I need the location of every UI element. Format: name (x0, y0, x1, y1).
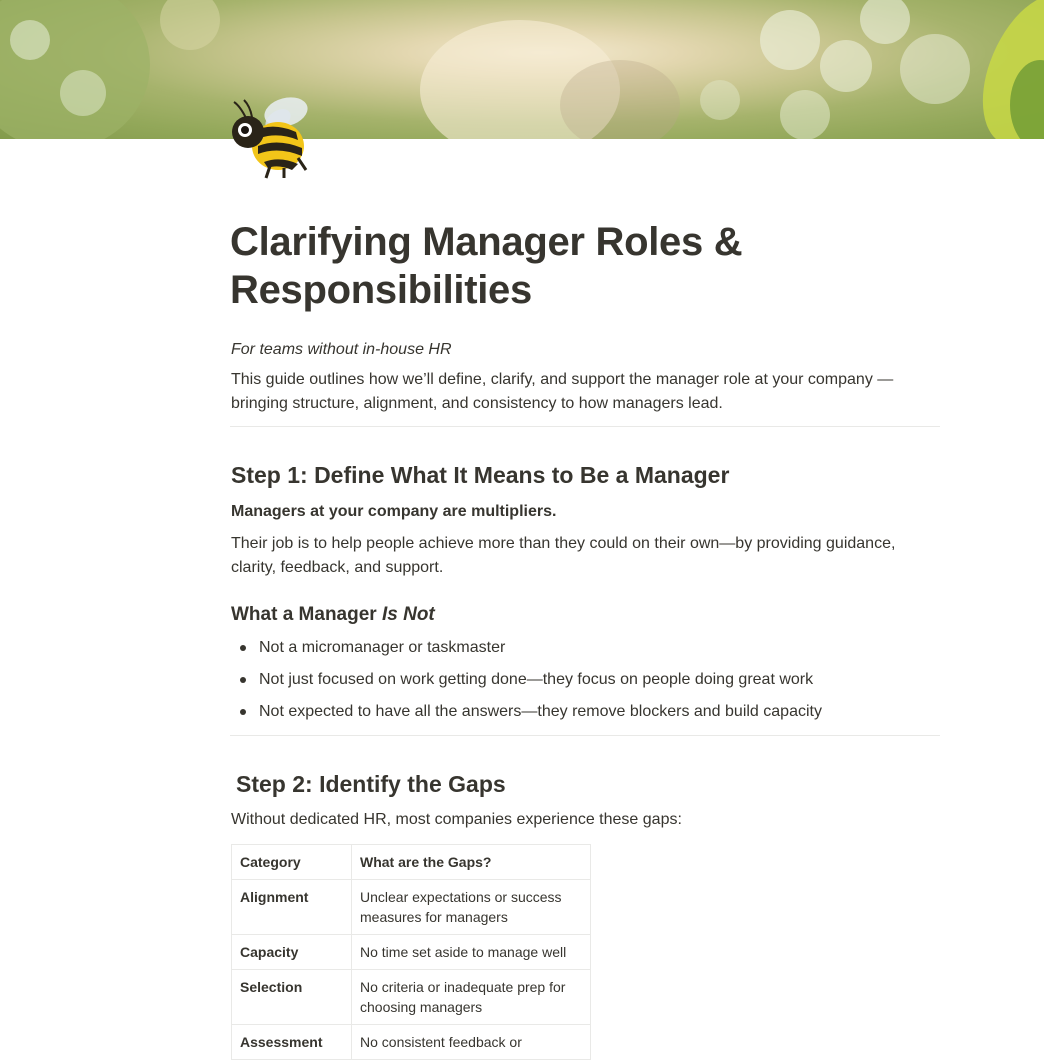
table-header-row (232, 845, 591, 880)
page-title[interactable]: Clarifying Manager Roles & Responsibilities (230, 220, 743, 312)
table-cell-category[interactable]: Capacity (232, 935, 352, 970)
list-item (231, 668, 822, 700)
cover-bokeh (560, 60, 680, 139)
table-cell-category[interactable]: Selection (232, 970, 352, 1025)
table-cell-gap[interactable]: No criteria or inadequate prep for choosing managers (352, 970, 591, 1025)
list-item (231, 700, 822, 732)
table-cell-category[interactable]: Assessment (232, 1025, 352, 1060)
bullet-list (231, 636, 822, 732)
table-row (232, 1025, 591, 1060)
list-item (231, 636, 822, 668)
cover-bokeh (10, 20, 50, 60)
table-cell-gap[interactable]: No time set aside to manage well (352, 935, 591, 970)
cover-bokeh (760, 10, 820, 70)
cover-bokeh (60, 70, 106, 116)
cover-bokeh (860, 0, 910, 44)
page-content (230, 218, 942, 1050)
step1-heading: Step 1: Define What It Means to Be a Manager (231, 462, 730, 488)
list-item-text: Not a micromanager or taskmaster (259, 639, 506, 656)
step1-body: Their job is to help people achieve more than they could on their own—by providing guidance, clarity, feedback, and support. (231, 535, 896, 576)
bullet-dot-icon (240, 677, 246, 683)
step2-intro: Without dedicated HR, most companies experience these gaps: (231, 811, 682, 828)
cover-bokeh (780, 90, 830, 139)
table-row (232, 970, 591, 1025)
gaps-table[interactable] (231, 844, 591, 1060)
page-subtitle: For teams without in-house HR (231, 341, 452, 358)
bullet-dot-icon (240, 645, 246, 651)
table-row (232, 935, 591, 970)
page-cover-image (0, 0, 1044, 139)
intro-paragraph: This guide outlines how we’ll define, clarify, and support the manager role at your company — bringing structure, alignment, and consistency to how managers lead. (231, 371, 894, 412)
table-row (232, 880, 591, 935)
subheading-emphasis: Is Not (381, 604, 435, 625)
table-cell-gap[interactable]: Unclear expectations or success measures for managers (352, 880, 591, 935)
list-item-text: Not just focused on work getting done—they focus on people doing great work (259, 671, 814, 688)
bee-icon[interactable] (226, 94, 316, 180)
table-cell-category[interactable]: Alignment (232, 880, 352, 935)
list-item-text: Not expected to have all the answers—they remove blockers and build capacity (259, 703, 822, 720)
cover-bokeh (900, 34, 970, 104)
step2-heading: Step 2: Identify the Gaps (236, 771, 506, 797)
divider (230, 735, 940, 736)
table-header-cell[interactable]: What are the Gaps? (352, 845, 591, 880)
divider (230, 426, 940, 427)
subheading-text: What a Manager (231, 604, 382, 625)
table-cell-gap[interactable]: No consistent feedback or (352, 1025, 591, 1060)
cover-bokeh (160, 0, 220, 50)
step1-lead: Managers at your company are multipliers. (231, 503, 557, 520)
step1-subheading (231, 602, 435, 628)
table-header-cell[interactable]: Category (232, 845, 352, 880)
bullet-dot-icon (240, 709, 246, 715)
cover-bokeh (700, 80, 740, 120)
cover-bokeh (820, 40, 872, 92)
